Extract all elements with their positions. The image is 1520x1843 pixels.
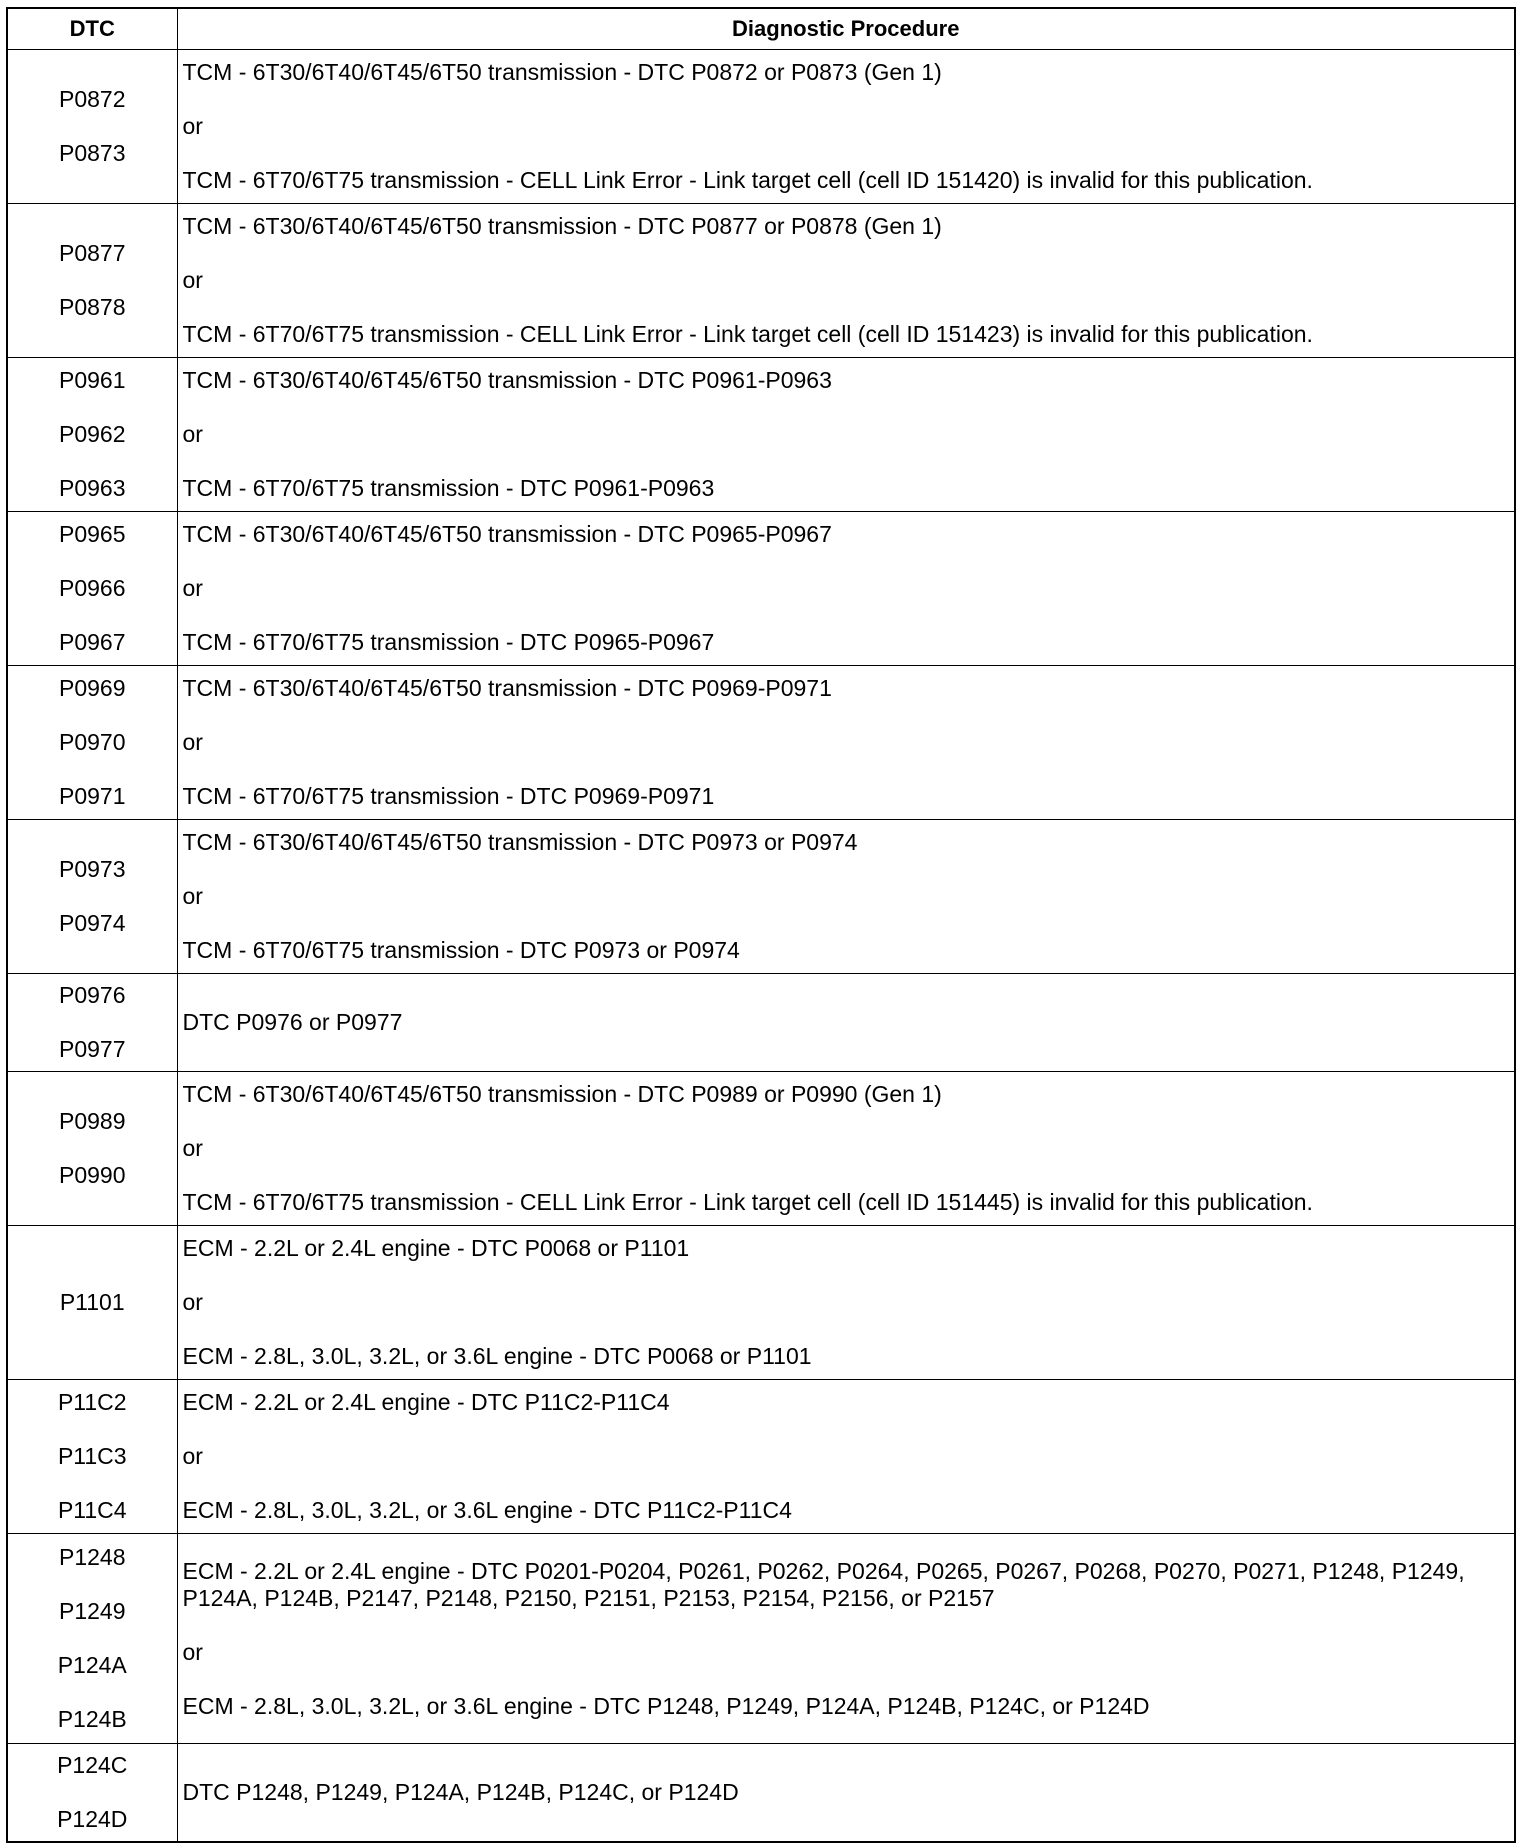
table-row [7,1072,1515,1226]
procedure-text: TCM - 6T30/6T40/6T45/6T50 transmission - DTC P0872 or P0873 (Gen 1) [182,59,942,85]
dtc-cell [7,1226,177,1380]
table-row [7,512,1515,666]
dtc-code: P0966 [58,575,126,601]
procedure-text: TCM - 6T30/6T40/6T45/6T50 transmission - DTC P0973 or P0974 [182,829,858,855]
procedure-cell [177,1534,1515,1744]
dtc-code: P124A [57,1652,127,1678]
procedure-text: TCM - 6T70/6T75 transmission - CELL Link Error - Link target cell (cell ID 151423) is invalid for this publication. [182,321,1313,347]
dtc-cell [7,820,177,974]
header-row [7,8,1515,50]
dtc-code: P1249 [58,1598,126,1624]
dtc-code: P0973 [58,856,126,882]
table-row [7,1534,1515,1744]
procedure-text: ECM - 2.2L or 2.4L engine - DTC P0068 or P1101 [182,1235,690,1261]
dtc-code: P0878 [58,294,126,320]
procedure-text: TCM - 6T70/6T75 transmission - DTC P0961-P0963 [182,475,715,501]
procedure-or-separator: or [182,1289,203,1315]
procedure-cell [177,820,1515,974]
dtc-cell [7,974,177,1072]
procedure-text: TCM - 6T70/6T75 transmission - CELL Link Error - Link target cell (cell ID 151420) is invalid for this publication. [182,167,1313,193]
dtc-code: P11C2 [57,1389,127,1415]
procedure-cell [177,358,1515,512]
procedure-cell [177,50,1515,204]
dtc-cell [7,50,177,204]
dtc-code: P0967 [58,629,126,655]
procedure-text: ECM - 2.8L, 3.0L, 3.2L, or 3.6L engine - DTC P11C2-P11C4 [182,1497,792,1523]
dtc-code: P0974 [58,910,126,936]
table-body [7,50,1515,1842]
procedure-text: ECM - 2.8L, 3.0L, 3.2L, or 3.6L engine - DTC P0068 or P1101 [182,1343,812,1369]
procedure-text: TCM - 6T30/6T40/6T45/6T50 transmission - DTC P0877 or P0878 (Gen 1) [182,213,942,239]
procedure-cell [177,512,1515,666]
dtc-code: P124B [57,1706,127,1732]
dtc-code: P0990 [58,1162,126,1188]
table-row [7,1226,1515,1380]
procedure-text: TCM - 6T30/6T40/6T45/6T50 transmission - DTC P0969-P0971 [182,675,832,701]
dtc-cell [7,1380,177,1534]
dtc-code: P0965 [58,521,126,547]
dtc-cell [7,1744,177,1842]
dtc-code: P0970 [58,729,126,755]
dtc-code: P11C3 [57,1443,127,1469]
dtc-cell [7,1072,177,1226]
procedure-text: TCM - 6T30/6T40/6T45/6T50 transmission - DTC P0989 or P0990 (Gen 1) [182,1081,942,1107]
table-row [7,358,1515,512]
dtc-cell [7,1534,177,1744]
table-row [7,204,1515,358]
dtc-code: P0962 [58,421,126,447]
procedure-cell [177,1226,1515,1380]
procedure-text: TCM - 6T70/6T75 transmission - DTC P0969-P0971 [182,783,715,809]
dtc-code: P1101 [59,1289,125,1315]
procedure-column-header: Diagnostic Procedure [177,8,1515,50]
procedure-text: ECM - 2.2L or 2.4L engine - DTC P0201-P0204, P0261, P0262, P0264, P0265, P0267, P0268, P0270, P0271, P1248, P1249, P124A, P124B, P2147, P2148, P2150, P2151, P2153, P2154, P2156, or P2157 [182,1557,1465,1611]
dtc-code: P124C [57,1751,128,1778]
procedure-cell [177,204,1515,358]
procedure-cell [177,666,1515,820]
procedure-text: TCM - 6T30/6T40/6T45/6T50 transmission - DTC P0961-P0963 [182,367,832,393]
procedure-text: TCM - 6T70/6T75 transmission - CELL Link Error - Link target cell (cell ID 151445) is invalid for this publication. [182,1189,1313,1215]
dtc-code: P0969 [58,675,126,701]
procedure-or-separator: or [182,1135,203,1161]
dtc-code: P0873 [58,140,126,166]
procedure-cell [177,1380,1515,1534]
dtc-code: P0976 [58,982,126,1008]
table-row [7,1380,1515,1534]
procedure-text: DTC P1248, P1249, P124A, P124B, P124C, or P124D [182,1778,739,1805]
dtc-cell [7,358,177,512]
procedure-text: ECM - 2.2L or 2.4L engine - DTC P11C2-P11C4 [182,1389,670,1415]
procedure-or-separator: or [182,267,203,293]
dtc-cell [7,666,177,820]
dtc-code: P0971 [58,783,126,809]
dtc-code: P0877 [58,240,126,266]
dtc-code: P0963 [58,475,126,501]
dtc-code: P0989 [58,1108,126,1134]
procedure-text: TCM - 6T70/6T75 transmission - DTC P0965-P0967 [182,629,715,655]
procedure-text: TCM - 6T70/6T75 transmission - DTC P0973 or P0974 [182,937,740,963]
procedure-text: TCM - 6T30/6T40/6T45/6T50 transmission - DTC P0965-P0967 [182,521,832,547]
dtc-code: P124D [57,1805,128,1832]
procedure-cell [177,974,1515,1072]
procedure-or-separator: or [182,575,203,601]
procedure-text: ECM - 2.8L, 3.0L, 3.2L, or 3.6L engine - DTC P1248, P1249, P124A, P124B, P124C, or P124D [182,1692,1150,1719]
dtc-procedure-table [6,7,1516,1843]
table-row [7,666,1515,820]
dtc-code: P0961 [58,367,126,393]
procedure-cell [177,1744,1515,1842]
table-row [7,1744,1515,1842]
table-row [7,50,1515,204]
dtc-column-header: DTC [7,8,177,50]
table-row [7,974,1515,1072]
procedure-or-separator: or [182,729,203,755]
table-row [7,820,1515,974]
procedure-text: DTC P0976 or P0977 [182,1009,403,1035]
procedure-cell [177,1072,1515,1226]
dtc-cell [7,204,177,358]
dtc-code: P1248 [58,1544,126,1570]
procedure-or-separator: or [182,1638,203,1665]
dtc-code: P11C4 [57,1497,127,1523]
dtc-code: P0977 [58,1036,126,1062]
procedure-or-separator: or [182,113,203,139]
procedure-or-separator: or [182,883,203,909]
dtc-code: P0872 [58,86,126,112]
dtc-cell [7,512,177,666]
procedure-or-separator: or [182,421,203,447]
procedure-or-separator: or [182,1443,203,1469]
